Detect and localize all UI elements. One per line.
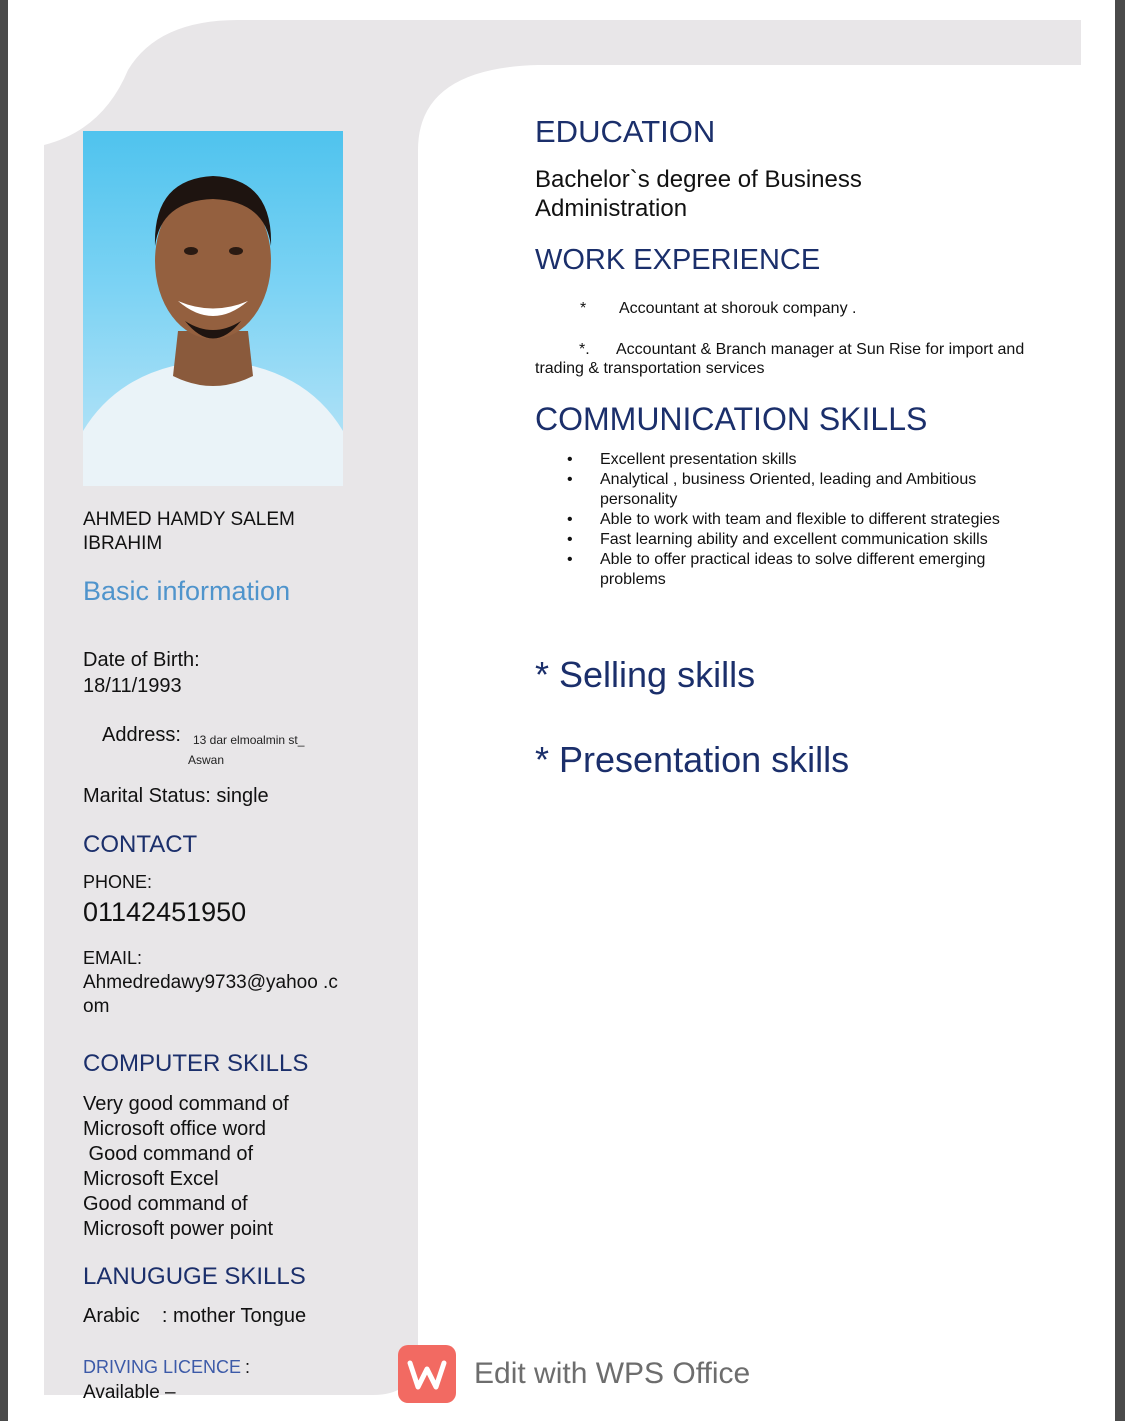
dob-value: 18/11/1993	[83, 675, 182, 697]
selling-skills: * Selling skills	[535, 654, 756, 695]
education-heading: EDUCATION	[535, 114, 716, 149]
work-item1-marker: *	[580, 300, 587, 317]
list-item: • Able to work with team and flexible to different strategies	[567, 511, 1000, 528]
wps-office-logo-icon[interactable]	[398, 1345, 456, 1403]
work-item1: Accountant at shorouk company .	[619, 300, 857, 317]
email-value: Ahmedredawy9733@yahoo .com	[83, 972, 338, 1017]
computer-skills-text: Very good command of Microsoft office word Good command of Microsoft Excel Good command of Microsoft power point	[83, 1093, 289, 1240]
dob-label: Date of Birth:	[83, 649, 200, 671]
phone-value: 01142451950	[83, 897, 247, 927]
bullet-icon: •	[567, 531, 573, 548]
computer-skills-heading: COMPUTER SKILLS	[83, 1050, 309, 1077]
driving-licence-label: DRIVING LICENCE	[83, 1357, 242, 1377]
phone-label: PHONE:	[83, 872, 153, 892]
profile-photo	[83, 131, 343, 486]
basic-information-heading: Basic information	[83, 576, 291, 606]
address-line1: 13 dar elmoalmin st_	[193, 733, 305, 747]
resume-page	[8, 0, 1115, 1421]
driving-licence-colon: :	[245, 1357, 251, 1377]
candidate-name: AHMED HAMDY SALEM IBRAHIM	[83, 509, 295, 554]
bullet-icon: •	[567, 511, 573, 528]
contact-heading: CONTACT	[83, 831, 198, 858]
driving-licence-value: Available –	[83, 1382, 176, 1403]
bullet-icon: •	[567, 551, 573, 568]
bullet-icon: •	[567, 451, 573, 468]
marital-status: Marital Status: single	[83, 785, 269, 807]
email-label: EMAIL:	[83, 948, 143, 968]
language-skills-heading: LANUGUGE SKILLS	[83, 1263, 306, 1290]
education-text: Bachelor`s degree of Business Administration	[535, 166, 862, 222]
work-item2-line1: Accountant & Branch manager at Sun Rise for import and	[616, 341, 1025, 358]
list-item: • Excellent presentation skills	[567, 451, 797, 468]
work-experience-heading: WORK EXPERIENCE	[535, 244, 821, 276]
communication-skills-heading: COMMUNICATION SKILLS	[535, 401, 928, 437]
work-item2-line2: trading & transportation services	[535, 360, 765, 377]
list-item: • Able to offer practical ideas to solve different emerging problems	[567, 551, 986, 588]
work-item2-marker: *.	[579, 341, 590, 358]
address-label: Address:	[102, 724, 181, 746]
bullet-icon: •	[567, 471, 573, 488]
address-line2: Aswan	[188, 753, 225, 767]
communication-skills-list	[535, 450, 1055, 590]
presentation-skills: * Presentation skills	[535, 739, 850, 780]
language-skills-text: Arabic : mother Tongue	[83, 1305, 307, 1327]
list-item: • Analytical , business Oriented, leading and Ambitious personality	[567, 471, 977, 508]
edit-with-wps-link[interactable]: Edit with WPS Office	[474, 1357, 751, 1390]
list-item: • Fast learning ability and excellent communication skills	[567, 531, 988, 548]
